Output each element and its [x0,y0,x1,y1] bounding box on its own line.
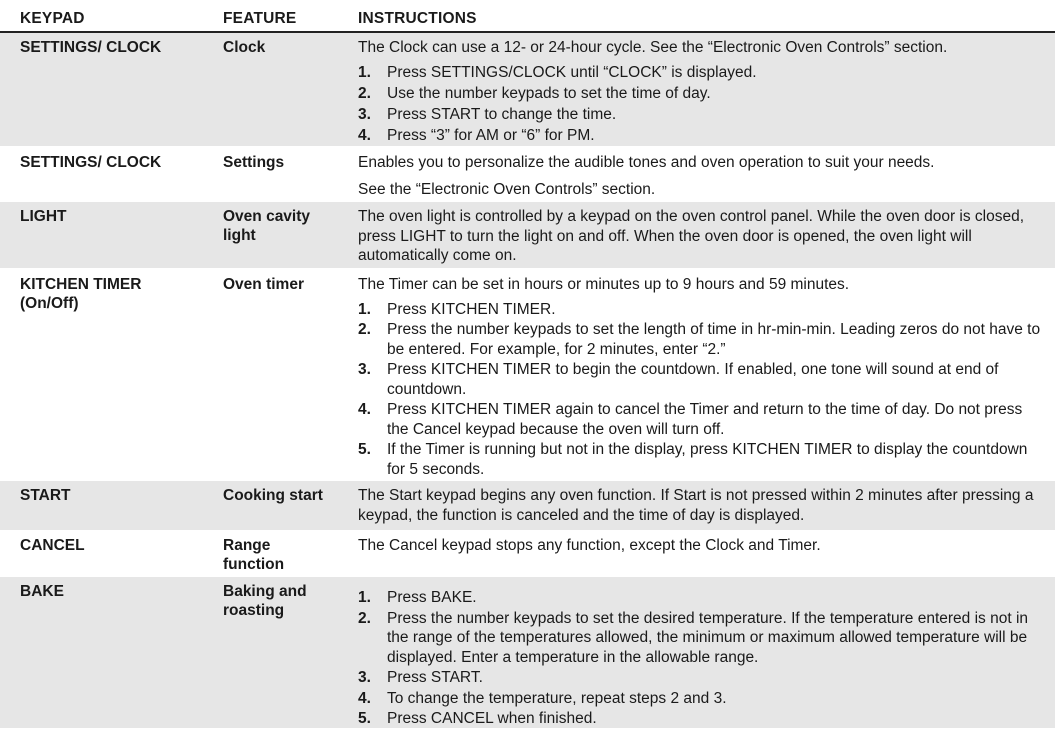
step-text: Use the number keypads to set the time of day. [387,84,711,102]
step-number: 5. [358,441,371,458]
instructions [358,531,1043,556]
step-number: 4. [358,689,371,707]
keypad-name: CANCEL [20,537,85,554]
table-row [0,270,1055,480]
keypad-name: BAKE [20,583,64,600]
instruction-intro: The Timer can be set in hours or minutes up to 9 hours and 59 minutes. [358,276,850,293]
step-list [358,588,1043,729]
step-text: Press the number keypads to set the desired temperature. If the temperature entered is not in the range of the temperatures allowed, the minimum or maximum allowed temperature will be displayed. Enter a temperature in the allowable range. [387,609,1029,666]
step-item [358,588,1043,608]
step-text: Press KITCHEN TIMER. [387,300,556,318]
step-text: Press “3” for AM or “6” for PM. [387,126,595,144]
step-text: Press START to change the time. [387,105,617,123]
keypad-name: LIGHT [20,208,67,225]
step-text: To change the temperature, repeat steps 2 and 3. [387,689,727,707]
step-number: 1. [358,300,371,318]
step-item [358,62,1043,83]
step-item [358,300,1043,320]
step-number: 4. [358,401,371,418]
step-number: 1. [358,589,371,606]
instructions [358,577,1043,729]
table-row [0,148,1055,201]
feature-name: Cooking start [223,487,323,504]
feature-name: Range function [223,537,285,573]
step-text: Press KITCHEN TIMER again to cancel the Timer and return to the time of day. Do not press the Cancel keypad because the oven will turn off. [387,401,1023,438]
step-item [358,709,1043,729]
instructions [358,202,1043,266]
step-number: 4. [358,126,371,144]
instructions [358,33,1043,146]
step-text: Press the number keypads to set the length of time in hr-min-min. Leading zeros do not have to be entered. For example, for 2 minutes, enter “2.” [387,321,1041,358]
step-number: 5. [358,710,371,727]
step-list [358,62,1043,146]
step-list [358,300,1043,480]
instructions [358,148,1043,199]
step-item [358,125,1043,146]
table-row [0,481,1055,530]
feature-name: Baking and roasting [223,583,307,619]
step-number: 2. [358,84,371,102]
instructions [358,481,1043,525]
instruction-intro: The Clock can use a 12- or 24-hour cycle. See the “Electronic Oven Controls” section. [358,39,948,56]
step-item [358,83,1043,104]
feature-name: Oven cavity light [223,208,311,244]
table-row [0,202,1055,268]
step-item [358,104,1043,125]
instruction-note: See the “Electronic Oven Controls” section. [358,180,656,198]
step-item [358,320,1043,359]
step-text: Press START. [387,669,483,686]
table-row [0,33,1055,146]
step-text: Press BAKE. [387,589,477,606]
instruction-intro: The oven light is controlled by a keypad on the oven control panel. While the oven door is closed, press LIGHT to turn the light on and off. When the oven door is opened, the oven light will automatically come on. [358,208,1025,264]
keypad-name: SETTINGS/ CLOCK [20,39,162,56]
step-number: 1. [358,63,371,81]
keypad-name: SETTINGS/ CLOCK [20,154,162,171]
header-feature: FEATURE [223,10,297,27]
keypad-name: START [20,487,71,504]
table-row [0,577,1055,728]
step-text: Press SETTINGS/CLOCK until “CLOCK” is displayed. [387,63,757,81]
instruction-intro: The Start keypad begins any oven function. If Start is not pressed within 2 minutes after pressing a keypad, the function is canceled and the time of day is displayed. [358,487,1034,524]
step-number: 2. [358,321,371,338]
step-number: 3. [358,105,371,123]
step-number: 2. [358,609,371,627]
table-row [0,531,1055,575]
step-text: Press KITCHEN TIMER to begin the countdown. If enabled, one tone will sound at end of countdown. [387,361,999,398]
header-keypad: KEYPAD [20,10,85,27]
step-text: Press CANCEL when finished. [387,710,597,727]
step-number: 3. [358,669,371,686]
step-item [358,689,1043,709]
step-item [358,400,1043,439]
step-text: If the Timer is running but not in the display, press KITCHEN TIMER to display the countdown for 5 seconds. [387,441,1028,478]
header-instructions: INSTRUCTIONS [358,10,477,27]
keypad-name: KITCHEN TIMER (On/Off) [20,276,142,312]
instructions [358,270,1043,479]
instruction-intro: The Cancel keypad stops any function, except the Clock and Timer. [358,537,821,554]
step-item [358,360,1043,399]
step-number: 3. [358,361,371,378]
instruction-intro: Enables you to personalize the audible tones and oven operation to suit your needs. [358,154,935,171]
step-item [358,668,1043,688]
feature-name: Oven timer [223,276,304,293]
step-item [358,609,1043,668]
step-item [358,440,1043,479]
feature-name: Clock [223,39,266,56]
feature-name: Settings [223,154,285,171]
table-header [0,0,1055,33]
